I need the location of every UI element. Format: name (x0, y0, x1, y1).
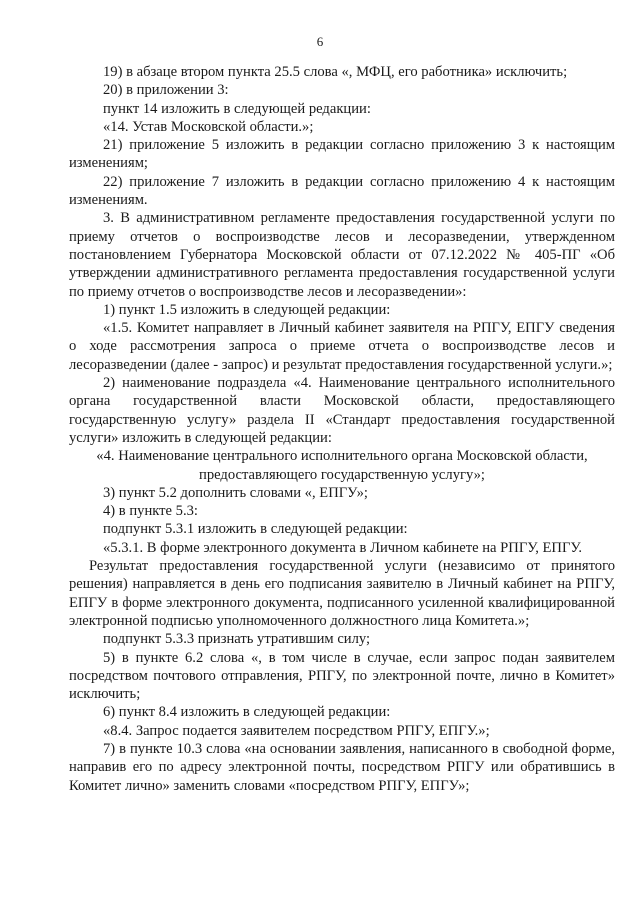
paragraph-subpoint-5-3-3: подпункт 5.3.3 признать утратившим силу; (103, 631, 371, 648)
paragraph-sub-7: 7) в пункте 10.3 слова «на основании заявления, написанного в свободной форме, направив его по адресу электронной почты, посредством РПГУ или обратившись в Комитет лично» заменить словами «посредством РПГУ, ЕПГУ»; (69, 740, 615, 794)
paragraph-item-22: 22) приложение 7 изложить в редакции согласно приложению 4 к настоящим изменениям. (69, 173, 615, 209)
paragraph-subpoint-5-3-1-intro: подпункт 5.3.1 изложить в следующей редакции: (103, 521, 408, 538)
paragraph-sub-3: 3) пункт 5.2 дополнить словами «, ЕПГУ»; (103, 484, 368, 501)
paragraph-point-14-text: «14. Устав Московской области.»; (103, 118, 314, 135)
paragraph-heading-4-quote: «4. Наименование центрального исполнительного органа Московской области, предоставляющего государственную услугу»; (96, 448, 588, 483)
paragraph-subpoint-5-3-1-text: «5.3.1. В форме электронного документа в Личном кабинете на РПГУ, ЕПГУ. (103, 539, 582, 556)
paragraph-section-3: 3. В административном регламенте предоставления государственной услуги по приему отчетов о воспроизводстве лесов и лесоразведении, утвержденном постановлением Губернатора Московской области от 07.12.2022 № 405-ПГ «Об утверждении административного регламента предоставления государственной услуги по приему отчетов о воспроизводстве лесов и лесоразведении»: (69, 210, 615, 300)
paragraph-sub-4: 4) в пункте 5.3: (103, 503, 198, 520)
paragraph-sub-6: 6) пункт 8.4 изложить в следующей редакции: (103, 704, 391, 721)
paragraph-item-20: 20) в приложении 3: (103, 82, 229, 99)
paragraph-sub-1: 1) пункт 1.5 изложить в следующей редакции: (103, 301, 391, 318)
page-number: 6 (316, 34, 324, 49)
document-body (69, 63, 615, 795)
paragraph-item-19: 19) в абзаце втором пункта 25.5 слова «, МФЦ, его работника» исключить; (103, 64, 568, 80)
paragraph-point-14-intro: пункт 14 изложить в следующей редакции: (103, 100, 371, 117)
paragraph-sub-2: 2) наименование подраздела «4. Наименование центрального исполнительного органа государственной власти Московской области, предоставляющего государственную услугу» раздела II «Стандарт предоставления государственной услуги» изложить в следующей редакции: (69, 375, 615, 446)
paragraph-sub-5: 5) в пункте 6.2 слова «, в том числе в случае, если запрос подан заявителем посредством почтового отправления, РПГУ, по электронной почте, лично в Комитет» исключить; (69, 649, 615, 703)
paragraph-point-8-4: «8.4. Запрос подается заявителем посредством РПГУ, ЕПГУ.»; (103, 722, 490, 739)
paragraph-result-text: Результат предоставления государственной услуги (независимо от принятого решения) направляется в день его подписания заявителю в Личный кабинет на РПГУ, ЕПГУ в форме электронного документа, подписанного усиленной квалифицированной электронной подписью уполномоченного должностного лица Комитета.»; (69, 558, 615, 629)
paragraph-point-1-5: «1.5. Комитет направляет в Личный кабинет заявителя на РПГУ, ЕПГУ сведения о ходе рассмотрения запроса о приеме отчета о воспроизводстве лесов и лесоразведении (далее - запрос) и результат предоставления государственной услуги.»; (69, 320, 615, 373)
paragraph-item-21: 21) приложение 5 изложить в редакции согласно приложению 3 к настоящим изменениям; (69, 137, 615, 172)
